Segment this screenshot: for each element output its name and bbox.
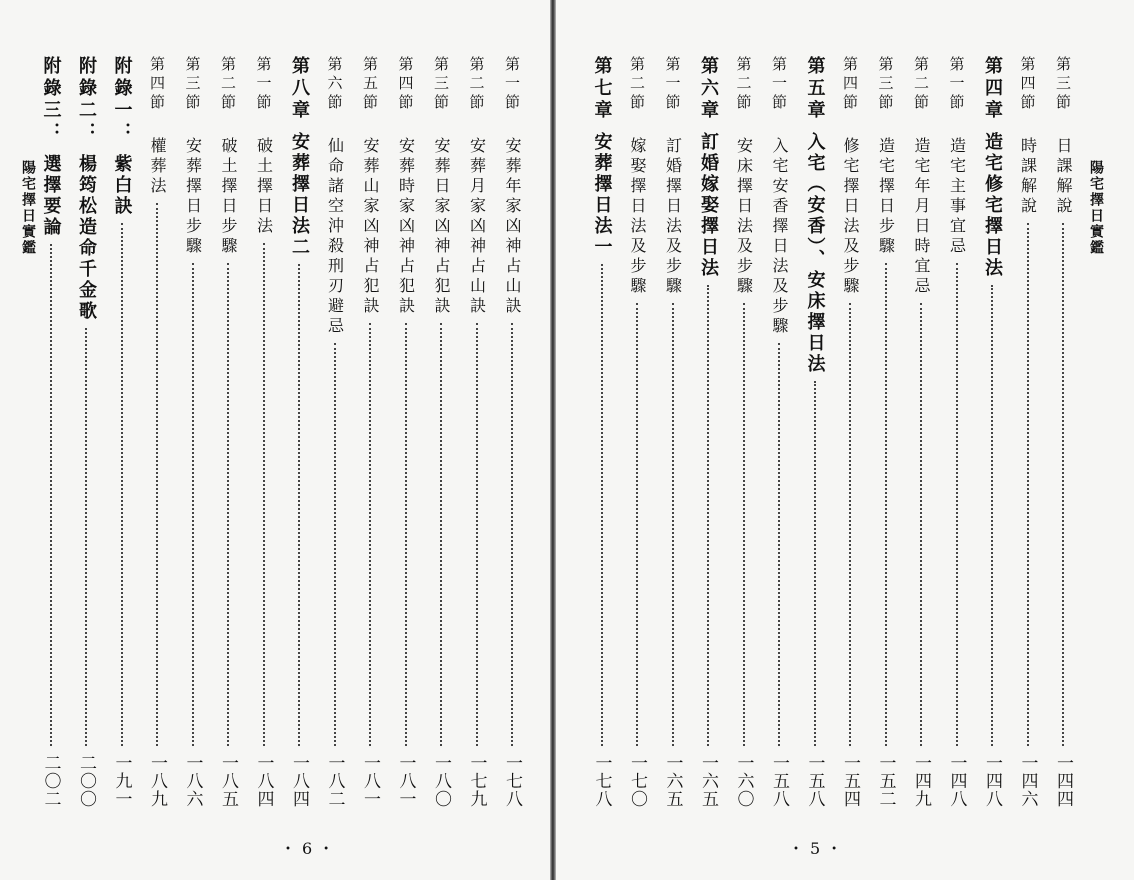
toc-entry-label: 附錄三： <box>40 56 62 144</box>
dot-leader <box>778 343 780 746</box>
toc-entry-label: 第四節 <box>841 56 859 113</box>
toc-entry-page: 一四八 <box>946 754 967 808</box>
toc-entry-title: 時課解說 <box>1018 137 1038 217</box>
toc-entry-title: 仙命諸空沖殺刑刃避忌 <box>325 137 345 337</box>
toc-entry-title: 訂婚擇日法及步驟 <box>663 137 683 297</box>
toc-entry-page: 一八六 <box>182 754 203 808</box>
toc-entry-title: 日課解說 <box>1054 137 1073 217</box>
toc-entry-label: 第六節 <box>325 56 344 113</box>
toc-entry <box>355 44 385 824</box>
toc-entry-title: 權葬法 <box>148 137 167 197</box>
toc-entry-label: 第二節 <box>628 56 646 113</box>
dot-leader <box>956 263 958 746</box>
toc-entry-label: 第一節 <box>254 56 273 113</box>
toc-entry-label: 第二節 <box>912 56 930 113</box>
toc-entry-page: 一四八 <box>982 754 1002 808</box>
toc-entry-page: 一八〇 <box>431 754 451 808</box>
toc-entry <box>871 44 901 824</box>
toc-entry <box>622 44 652 824</box>
toc-entry-title: 破土擇日法 <box>254 137 274 237</box>
toc-entry <box>178 44 208 824</box>
toc-entry-title: 安葬擇日步驟 <box>183 137 203 257</box>
toc-entry-label: 第一節 <box>503 56 521 113</box>
toc-entry-title: 入宅（安香）、安床擇日法 <box>804 132 826 375</box>
running-header-right: 陽宅擇日實鑑 <box>1088 160 1104 256</box>
toc-entry-page: 一四六 <box>1017 754 1038 808</box>
page-right <box>556 0 1134 880</box>
toc-entry-title: 入宅安香擇日法及步驟 <box>770 137 789 337</box>
toc-entry <box>835 44 865 824</box>
toc-entry <box>658 44 688 824</box>
toc-entry-title: 紫白訣 <box>111 154 133 217</box>
toc-entry-page: 一五四 <box>840 754 860 808</box>
toc-entry-label: 第一節 <box>663 56 682 113</box>
toc-entry-page: 二〇〇 <box>76 754 96 808</box>
toc-entry-title: 訂婚嫁娶擇日法 <box>698 132 719 279</box>
toc-entry-label: 第一節 <box>770 56 788 113</box>
toc-entry <box>320 44 350 824</box>
running-header-left: 陽宅擇日實鑑 <box>20 160 36 256</box>
toc-entry-page: 一七九 <box>466 754 487 808</box>
toc-entry-title: 安葬日家凶神占犯訣 <box>432 137 451 317</box>
page-number-right: ・5・ <box>788 839 849 858</box>
toc-entry-page: 一七八 <box>591 754 612 808</box>
toc-entry <box>497 44 527 824</box>
toc-entry-page: 一五二 <box>875 754 896 808</box>
toc-entry-title: 嫁娶擇日法及步驟 <box>628 137 647 297</box>
toc-entry-label: 第四節 <box>1018 56 1037 113</box>
dot-leader <box>334 343 336 746</box>
toc-entry-label: 第二節 <box>219 56 237 113</box>
toc-entry-label: 第五節 <box>361 56 379 113</box>
toc-entry-title: 安葬擇日法二 <box>289 132 310 258</box>
page-number-left: ・6・ <box>280 839 341 858</box>
toc-entry <box>587 44 617 824</box>
dot-leader <box>707 285 709 746</box>
toc-entry-page: 一四四 <box>1053 754 1073 808</box>
toc-entry-page: 一四九 <box>911 754 931 808</box>
toc-entry-page: 一六〇 <box>733 754 754 808</box>
toc-entry-title: 破土擇日步驟 <box>219 137 238 257</box>
toc-entry-title: 安床擇日法及步驟 <box>734 137 754 297</box>
toc-entry-label: 第三節 <box>876 56 895 113</box>
toc-entry <box>107 44 137 824</box>
toc-entry-title: 安葬擇日法一 <box>591 132 613 258</box>
toc-entry-label: 第八章 <box>289 56 310 122</box>
toc-entry-label: 第二節 <box>734 56 753 113</box>
toc-entry-page: 一八四 <box>289 754 309 808</box>
dot-leader <box>636 303 638 746</box>
dot-leader <box>1027 223 1029 746</box>
toc-entry-page: 二〇二 <box>40 754 61 808</box>
dot-leader <box>511 323 513 746</box>
toc-entry-page: 一五八 <box>769 754 789 808</box>
dot-leader <box>920 303 922 746</box>
toc-entry-page: 一八五 <box>218 754 238 808</box>
dot-leader <box>298 264 300 746</box>
toc-entry-label: 第三節 <box>183 56 202 113</box>
toc-entry-title: 造宅主事宜忌 <box>947 137 967 257</box>
toc-entry <box>942 44 972 824</box>
toc-entry-page: 一八九 <box>147 754 167 808</box>
dot-leader <box>849 303 851 746</box>
toc-entry-page: 一七〇 <box>627 754 647 808</box>
toc-entry-title: 楊筠松造命千金歌 <box>76 154 97 322</box>
toc-entry <box>284 44 314 824</box>
toc-entry-label: 附錄二： <box>76 56 97 144</box>
toc-entry-title: 安葬月家凶神占山訣 <box>467 137 487 317</box>
dot-leader <box>227 263 229 746</box>
dot-leader <box>156 203 158 746</box>
dot-leader <box>1062 223 1064 746</box>
toc-entry-page: 一九一 <box>111 754 132 808</box>
toc-entry <box>36 44 66 824</box>
dot-leader <box>192 263 194 746</box>
dot-leader <box>440 323 442 746</box>
toc-entry-label: 第一節 <box>947 56 966 113</box>
dot-leader <box>85 328 87 746</box>
toc-entry <box>800 44 830 824</box>
toc-entry-page: 一五八 <box>804 754 825 808</box>
toc-entry-title: 造宅年月日時宜忌 <box>912 137 931 297</box>
toc-entry-label: 第六章 <box>698 56 719 122</box>
toc-entry-title: 安葬山家凶神占犯訣 <box>361 137 380 317</box>
dot-leader <box>50 244 52 746</box>
toc-entry <box>764 44 794 824</box>
toc-entry <box>906 44 936 824</box>
toc-entry-title: 造宅修宅擇日法 <box>982 132 1003 279</box>
toc-entry-page: 一六五 <box>698 754 718 808</box>
toc-entry-label: 第三節 <box>432 56 450 113</box>
toc-entry-label: 第三節 <box>1054 56 1072 113</box>
toc-entry-title: 安葬時家凶神占犯訣 <box>396 137 416 317</box>
dot-leader <box>263 243 265 746</box>
toc-entry <box>213 44 243 824</box>
toc-entry-page: 一六五 <box>662 754 683 808</box>
dot-leader <box>814 381 816 746</box>
toc-entry <box>977 44 1007 824</box>
dot-leader <box>743 303 745 746</box>
toc-entry-title: 選擇要論 <box>40 154 62 238</box>
toc-entry <box>249 44 279 824</box>
toc-entry <box>693 44 723 824</box>
dot-leader <box>476 323 478 746</box>
dot-leader <box>121 223 123 746</box>
toc-entry <box>1048 44 1078 824</box>
dot-leader <box>885 263 887 746</box>
toc-entry <box>1013 44 1043 824</box>
dot-leader <box>369 323 371 746</box>
dot-leader <box>991 285 993 746</box>
toc-entry-label: 第七章 <box>591 56 613 122</box>
toc-entry <box>142 44 172 824</box>
dot-leader <box>601 264 603 746</box>
toc-entry-label: 第五章 <box>804 56 826 122</box>
toc-entry-page: 一八一 <box>360 754 380 808</box>
toc-entry-label: 第四章 <box>982 56 1003 122</box>
toc-entry-label: 第二節 <box>467 56 486 113</box>
toc-entry-label: 附錄一： <box>111 56 133 144</box>
toc-entry-title: 修宅擇日法及步驟 <box>841 137 860 297</box>
dot-leader <box>405 323 407 746</box>
toc-entry-page: 一八二 <box>324 754 345 808</box>
toc-entry-title: 安葬年家凶神占山訣 <box>503 137 522 317</box>
dot-leader <box>672 303 674 746</box>
toc-entry <box>391 44 421 824</box>
toc-entry <box>462 44 492 824</box>
toc-entry-title: 造宅擇日步驟 <box>876 137 896 257</box>
page-left <box>0 0 550 880</box>
toc-entry-label: 第四節 <box>148 56 166 113</box>
toc-entry-page: 一七八 <box>502 754 522 808</box>
toc-entry-page: 一八一 <box>395 754 416 808</box>
toc-entry-page: 一八四 <box>253 754 274 808</box>
toc-entry-label: 第四節 <box>396 56 415 113</box>
toc-entry <box>71 44 101 824</box>
toc-entry <box>729 44 759 824</box>
toc-entry <box>426 44 456 824</box>
